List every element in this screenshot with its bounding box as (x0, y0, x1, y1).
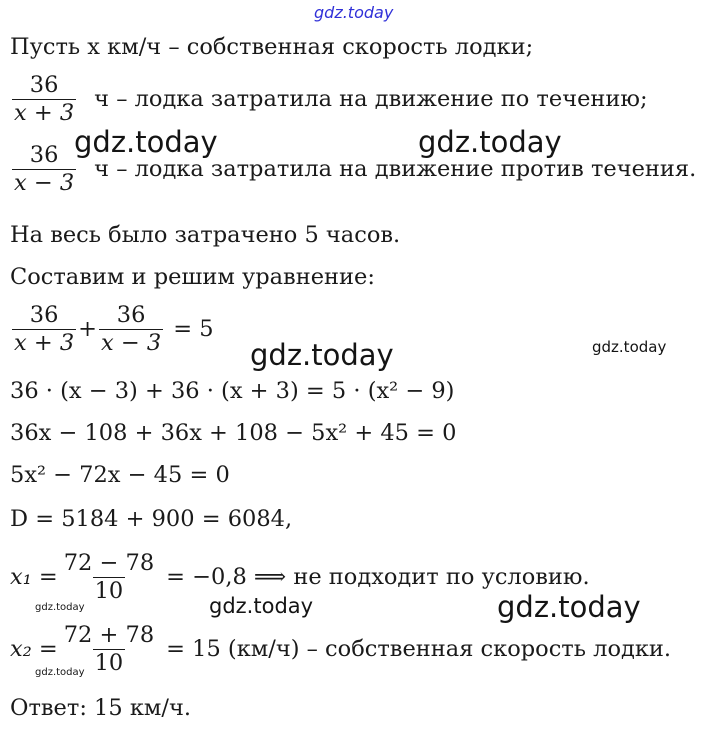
root-x2-text: = 15 (км/ч) – собственная скорость лодки. (166, 636, 672, 662)
fraction-denominator: x − 3 (14, 169, 75, 196)
watermark: gdz.today (497, 590, 641, 624)
fraction-downstream (12, 72, 76, 127)
watermark: gdz.today (35, 602, 85, 613)
root-x1-text: = −0,8 ⟹ не подходит по условию. (166, 564, 590, 590)
fraction-x1 (62, 550, 156, 605)
plus-sign: + (78, 316, 98, 342)
fraction-upstream (12, 142, 76, 197)
fraction-numerator: 72 − 78 (63, 549, 155, 576)
watermark: gdz.today (209, 594, 314, 618)
fraction-denominator: 10 (94, 649, 124, 676)
watermark: gdz.today (74, 125, 218, 159)
line-assumption: Пусть x км/ч – собственная скорость лодки; (10, 34, 534, 60)
watermark: gdz.today (250, 338, 394, 372)
line-text: ч – лодка затратила на движение по течению; (94, 86, 648, 112)
line-compose-equation: Составим и решим уравнение: (10, 264, 375, 290)
fraction-left (12, 302, 76, 357)
root-x2 (10, 621, 672, 676)
fraction-denominator: x + 3 (14, 99, 75, 126)
equation-quadratic: 5x² − 72x − 45 = 0 (10, 462, 230, 488)
fraction-denominator: 10 (94, 577, 124, 604)
fraction-numerator: 36 (116, 301, 146, 328)
fraction-numerator: 36 (29, 301, 59, 328)
fraction-right (99, 302, 163, 357)
line-total-time: На весь было затрачено 5 часов. (10, 222, 401, 248)
fraction-numerator: 72 + 78 (63, 621, 155, 648)
equation-expanded: 36 · (x − 3) + 36 · (x + 3) = 5 · (x² − 9) (10, 378, 455, 404)
equation-fractions (10, 301, 214, 356)
watermark: gdz.today (418, 125, 562, 159)
fraction-denominator: x + 3 (14, 329, 75, 356)
root-variable: x₂ = (10, 636, 58, 662)
equation-simplify: 36x − 108 + 36x + 108 − 5x² + 45 = 0 (10, 420, 457, 446)
fraction-numerator: 36 (29, 141, 59, 168)
line-downstream (10, 71, 648, 126)
fraction-denominator: x − 3 (101, 329, 162, 356)
watermark-top: gdz.today (314, 3, 394, 22)
equation-discriminant: D = 5184 + 900 = 6084, (10, 506, 293, 532)
watermark: gdz.today (35, 667, 85, 678)
equation-rhs: = 5 (173, 316, 214, 342)
line-text: ч – лодка затратила на движение против течения. (94, 156, 697, 182)
fraction-numerator: 36 (29, 71, 59, 98)
watermark: gdz.today (592, 338, 667, 356)
answer-line: Ответ: 15 км/ч. (10, 695, 192, 721)
root-variable: x₁ = (10, 564, 58, 590)
